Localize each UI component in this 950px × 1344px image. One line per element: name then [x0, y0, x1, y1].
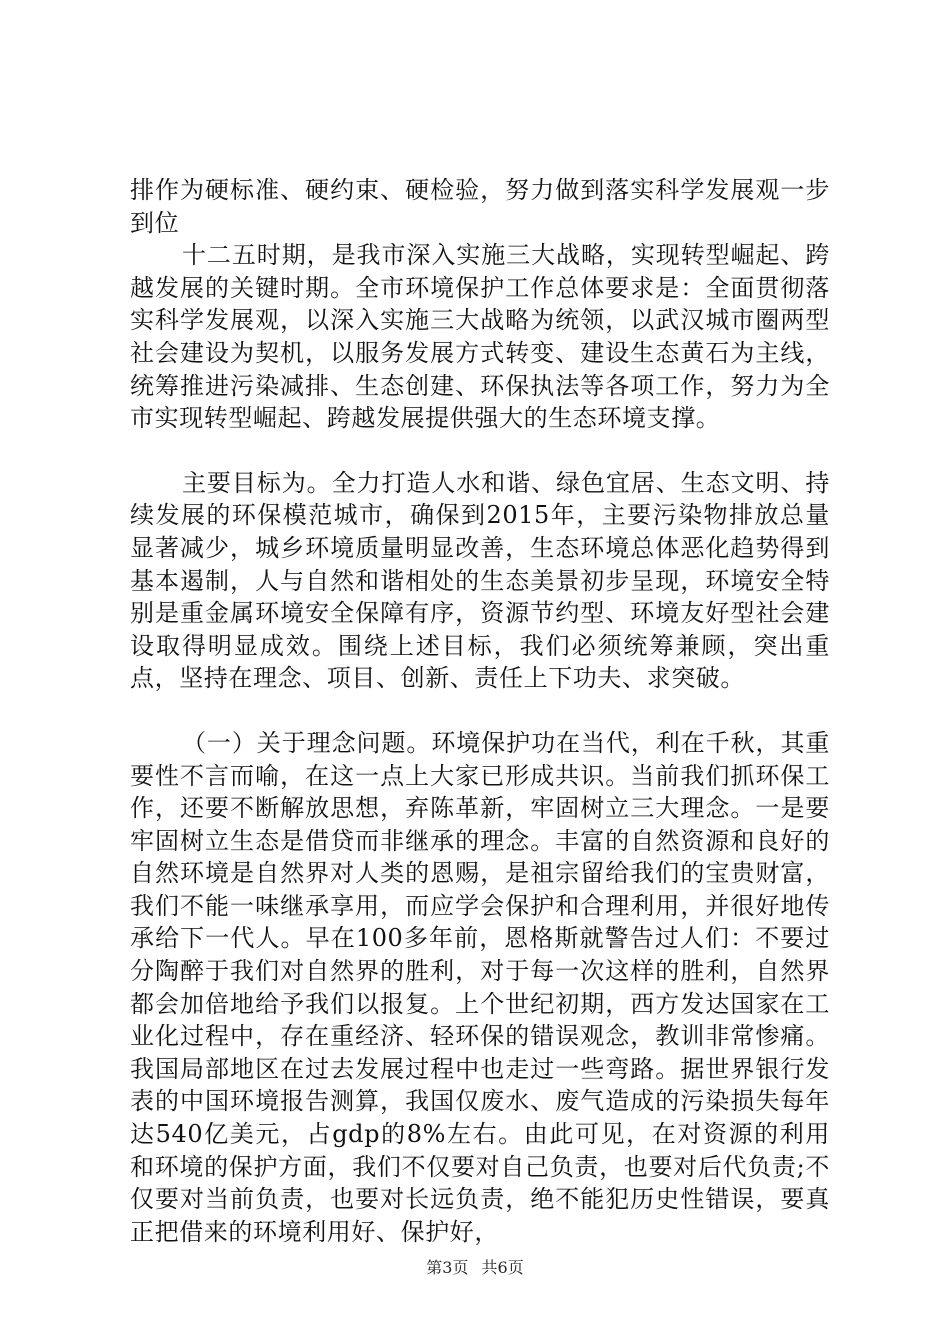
paragraph-spacer — [130, 435, 830, 467]
paragraph-main-goals: 主要目标为。全力打造人水和谐、绿色宜居、生态文明、持续发展的环保模范城市，确保到2015年，主要污染物排放总量显著减少，城乡环境质量明显改善，生态环境总体恶化趋势得到基本遏制，人与自然和谐相处的生态美景初步呈现，环境安全特别是重金属环境安全保障有序，资源节约型、环境友好型社会建设取得明显成效。围绕上述目标，我们必须统筹兼顾，突出重点，坚持在理念、项目、创新、责任上下功夫、求突破。 — [130, 468, 830, 693]
paragraph-spacer — [130, 695, 830, 727]
page-number: 第3页 — [426, 1258, 469, 1277]
paragraph-continued: 排作为硬标准、硬约束、硬检验，努力做到落实科学发展观一步到位 — [130, 176, 830, 237]
page-total: 共6页 — [481, 1258, 524, 1277]
paragraph-concept-issue: （一）关于理念问题。环境保护功在当代，利在千秋，其重要性不言而喻，在这一点上大家已形成共识。当前我们抓环保工作，还要不断解放思想，弃陈革新，牢固树立三大理念。一是要牢固树立生态是借贷而非继承的理念。丰富的自然资源和良好的自然环境是自然界对人类的恩赐，是祖宗留给我们的宝贵财富，我们不能一味继承享用，而应学会保护和合理利用，并很好地传承给下一代人。早在100多年前，恩格斯就警告过人们：不要过分陶醉于我们对自然界的胜利，对于每一次这样的胜利，自然界都会加倍地给予我们以报复。上个世纪初期，西方发达国家在工业化过程中，存在重经济、轻环保的错误观念，教训非常惨痛。我国局部地区在过去发展过程中也走过一些弯路。据世界银行发表的中国环境报告测算，我国仅废水、废气造成的污染损失每年达540亿美元，占gdp的8%左右。由此可见，在对资源的利用和环境的保护方面，我们不仅要对自己负责，也要对后代负责;不仅要对当前负责，也要对长远负责，绝不能犯历史性错误，要真正把借来的环境利用好、保护好， — [130, 728, 830, 1246]
paragraph-overall-requirements: 十二五时期，是我市深入实施三大战略，实现转型崛起、跨越发展的关键时期。全市环境保护工作总体要求是：全面贯彻落实科学发展观，以深入实施三大战略为统领，以武汉城市圈两型社会建设为契机，以服务发展方式转变、建设生态黄石为主线，统筹推进污染减排、生态创建、环保执法等各项工作，努力为全市实现转型崛起、跨越发展提供强大的生态环境支撑。 — [130, 241, 830, 433]
document-body — [130, 174, 830, 1248]
page-footer — [0, 1258, 950, 1278]
